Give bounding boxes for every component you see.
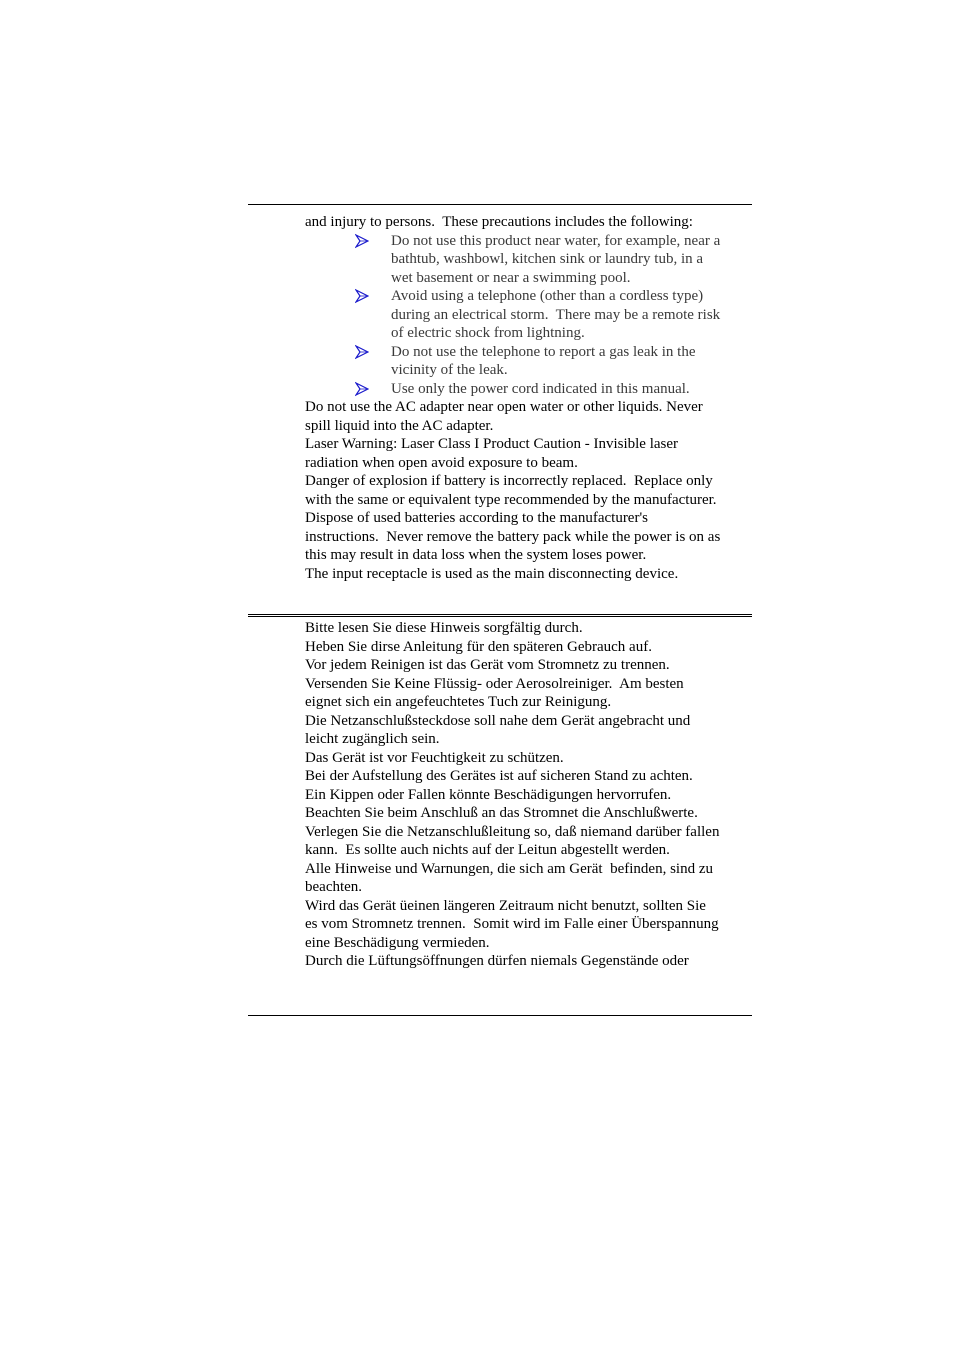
- precaution-text: vicinity of the leak.: [391, 362, 508, 378]
- hinweis-line: kann. Es sollte auch nichts auf der Leitun abgestellt werden.: [305, 842, 670, 858]
- precaution-item: [305, 343, 757, 380]
- hinweis-line: leicht zugänglich sein.: [305, 731, 440, 747]
- precaution-text: bathtub, washbowl, kitchen sink or laundry tub, in a: [391, 251, 704, 267]
- english-safety-section: [305, 213, 757, 583]
- hinweis-line: eignet sich ein angefeuchtetes Tuch zur Reinigung.: [305, 694, 612, 710]
- hinweis-line: Bei der Aufstellung des Gerätes ist auf sicheren Stand zu achten.: [305, 768, 693, 784]
- warning-line: radiation when open avoid exposure to beam.: [305, 454, 578, 471]
- hinweis-line: Ein Kippen oder Fallen könnte Beschädigungen hervorrufen.: [305, 786, 672, 803]
- arrowhead-bullet-icon: [355, 232, 369, 250]
- arrowhead-bullet-icon: [355, 380, 369, 398]
- precaution-text: Use only the power cord indicated in this manual.: [391, 380, 690, 397]
- hinweis-line: Alle Hinweise und Warnungen, die sich am Gerät befinden, sind zu: [305, 860, 713, 877]
- precaution-text: wet basement or near a swimming pool.: [391, 269, 631, 286]
- precaution-text: during an electrical storm. There may be a remote risk: [391, 306, 721, 323]
- hinweis-line: Heben Sie dirse Anleitung für den späteren Gebrauch auf.: [305, 638, 652, 655]
- hinweis-line: Bitte lesen Sie diese Hinweis sorgfältig durch.: [305, 620, 583, 636]
- german-safety-section: [305, 619, 757, 971]
- precaution-item: [305, 232, 757, 288]
- warning-line: spill liquid into the AC adapter.: [305, 417, 494, 434]
- hinweis-line: eine Beschädigung vermieden.: [305, 934, 490, 951]
- precaution-list: [305, 232, 757, 399]
- hinweis-line: Durch die Lüftungsöffnungen dürfen niemals Gegenstände oder: [305, 953, 689, 969]
- precaution-text: Avoid using a telephone (other than a cordless type): [391, 288, 704, 304]
- hinweis-line: Verlegen Sie die Netzanschlußleitung so, daß niemand darüber fallen: [305, 823, 720, 840]
- arrowhead-bullet-icon: [355, 287, 369, 305]
- intro-line: and injury to persons. These precautions includes the following:: [305, 214, 693, 230]
- bottom-divider: [248, 1015, 752, 1016]
- hinweis-line: es vom Stromnetz trennen. Somit wird im Falle einer Überspannung: [305, 916, 719, 932]
- hinweis-line: Versenden Sie Keine Flüssig- oder Aerosolreiniger. Am besten: [305, 675, 684, 692]
- precaution-item: [305, 287, 757, 343]
- warning-line: instructions. Never remove the battery pack while the power is on as: [305, 528, 721, 545]
- warning-line: The input receptacle is used as the main disconnecting device.: [305, 565, 679, 582]
- warning-line: Laser Warning: Laser Class I Product Caution - Invisible laser: [305, 436, 679, 452]
- warning-line: with the same or equivalent type recommended by the manufacturer.: [305, 491, 717, 508]
- precaution-item: [305, 380, 757, 399]
- precaution-text: Do not use this product near water, for example, near a: [391, 232, 721, 249]
- section-divider: [248, 614, 752, 618]
- hinweis-line: Vor jedem Reinigen ist das Gerät vom Stromnetz zu trennen.: [305, 657, 670, 673]
- warning-line: this may result in data loss when the system loses power.: [305, 547, 647, 563]
- arrowhead-bullet-icon: [355, 343, 369, 361]
- hinweis-line: Beachten Sie beim Anschluß an das Stromnet die Anschlußwerte.: [305, 805, 698, 821]
- warning-line: Do not use the AC adapter near open water or other liquids. Never: [305, 399, 703, 415]
- top-divider: [248, 204, 752, 205]
- hinweis-line: Das Gerät ist vor Feuchtigkeit zu schützen.: [305, 749, 564, 766]
- precaution-text: of electric shock from lightning.: [391, 325, 585, 341]
- warning-line: Danger of explosion if battery is incorrectly replaced. Replace only: [305, 473, 713, 489]
- hinweis-line: Die Netzanschlußsteckdose soll nahe dem Gerät angebracht und: [305, 712, 691, 729]
- precaution-text: Do not use the telephone to report a gas leak in the: [391, 343, 696, 360]
- warning-line: Dispose of used batteries according to the manufacturer's: [305, 510, 649, 526]
- hinweis-line: Wird das Gerät üeinen längeren Zeitraum nicht benutzt, sollten Sie: [305, 897, 706, 914]
- hinweis-line: beachten.: [305, 879, 363, 895]
